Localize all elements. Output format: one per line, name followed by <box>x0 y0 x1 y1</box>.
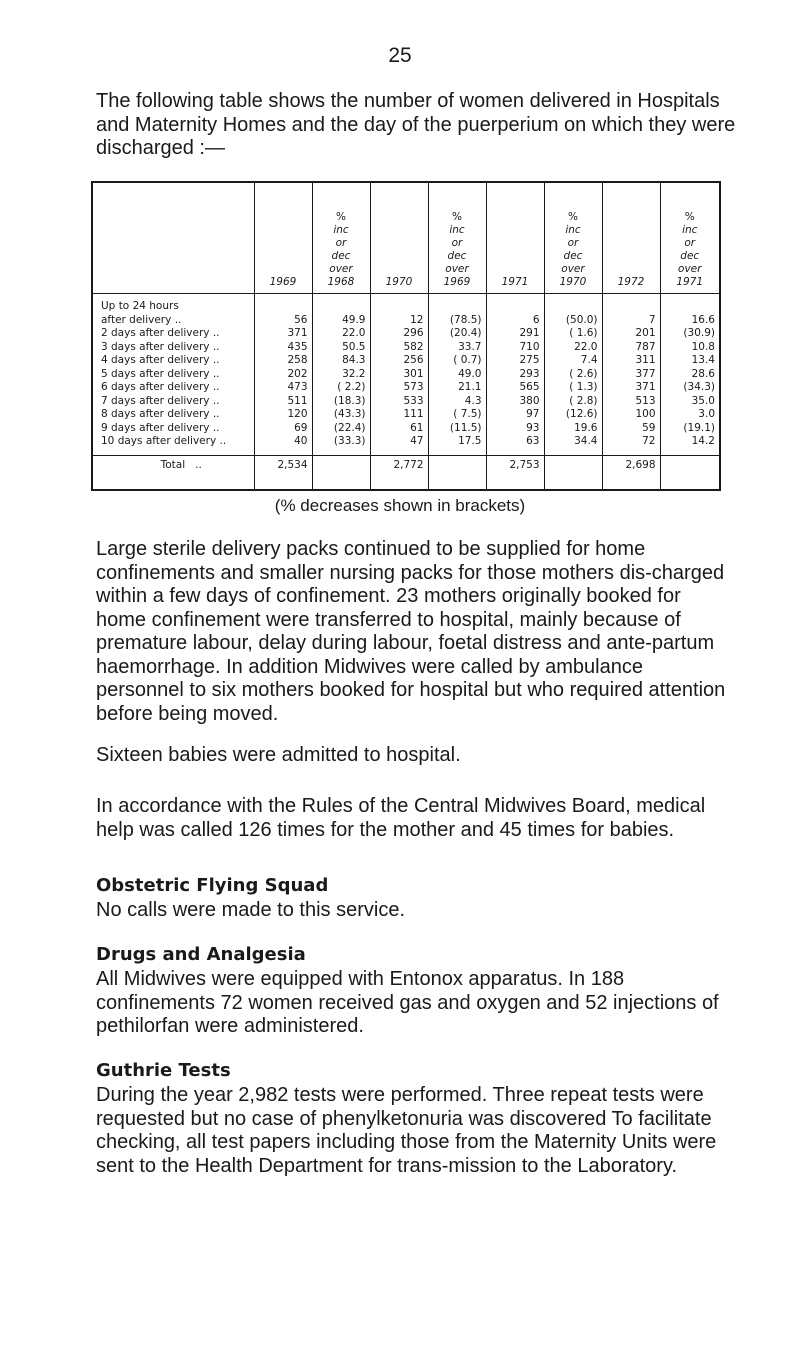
row-value: 275 <box>486 354 544 368</box>
row-value: 69 <box>254 422 312 436</box>
table-row <box>92 381 720 395</box>
row-value: 511 <box>254 395 312 409</box>
row-value: ( 2.6) <box>544 368 602 382</box>
row-label: 6 days after delivery .. <box>101 381 220 393</box>
row-label: 2 days after delivery .. <box>101 327 220 339</box>
paragraph-babies-admitted: Sixteen babies were admitted to hospital. <box>96 744 461 766</box>
row-value: 93 <box>486 422 544 436</box>
row-value: 7.4 <box>544 354 602 368</box>
row-value: (34.3) <box>660 381 720 395</box>
row-value: 17.5 <box>428 435 486 449</box>
row-value: 10.8 <box>660 341 720 355</box>
heading-drugs-analgesia: Drugs and Analgesia <box>96 944 306 965</box>
row-label: 3 days after delivery .. <box>101 340 220 353</box>
row-value: 201 <box>602 327 660 341</box>
row-value: 301 <box>370 368 428 382</box>
total-value <box>428 455 486 490</box>
row-value: 371 <box>602 381 660 395</box>
row-value: 22.0 <box>544 341 602 355</box>
row-value: 19.6 <box>544 422 602 436</box>
row-value: 202 <box>254 368 312 382</box>
table-caption: (% decreases shown in brackets) <box>274 496 526 515</box>
row-value: 61 <box>370 422 428 436</box>
row-value: 13.4 <box>660 354 720 368</box>
total-value: 2,772 <box>370 455 428 490</box>
row-value: (20.4) <box>428 327 486 341</box>
table-row <box>92 395 720 409</box>
total-value <box>660 455 720 490</box>
row-value: 513 <box>602 395 660 409</box>
row-value: 16.6 <box>660 314 720 328</box>
total-value: 2,698 <box>602 455 660 490</box>
total-value <box>312 455 370 490</box>
table-row <box>92 408 720 422</box>
row-value: (43.3) <box>312 408 370 422</box>
heading-flying-squad: Obstetric Flying Squad <box>96 875 329 896</box>
row-value: 32.2 <box>312 368 370 382</box>
header-blank <box>92 182 254 294</box>
header-year: 1969 <box>254 182 312 294</box>
table-row <box>92 300 720 314</box>
table-header <box>92 182 720 294</box>
header-year: 1972 <box>602 182 660 294</box>
row-value: 28.6 <box>660 368 720 382</box>
row-value: 21.1 <box>428 381 486 395</box>
row-value: 435 <box>254 341 312 355</box>
row-value: 47 <box>370 435 428 449</box>
row-label: Up to 24 hours <box>101 300 179 312</box>
paragraph-guthrie-tests: During the year 2,982 tests were performed. Three repeat tests were requested but no case of phenylketonuria was discovered To facilitate checking, all test papers including those from the Maternity Units were sent to the Health Department for trans-mission to the Laboratory. <box>96 1084 717 1177</box>
header-pct-change: % inc or dec over 1968 <box>312 182 370 294</box>
row-value: 7 <box>602 314 660 328</box>
row-value: 49.9 <box>312 314 370 328</box>
row-value: 111 <box>370 408 428 422</box>
row-value: (22.4) <box>312 422 370 436</box>
row-value: 22.0 <box>312 327 370 341</box>
row-value: (33.3) <box>312 435 370 449</box>
row-value: 473 <box>254 381 312 395</box>
header-pct-change: % inc or dec over 1971 <box>660 182 720 294</box>
row-value: 291 <box>486 327 544 341</box>
table-footer <box>92 455 720 490</box>
table-row <box>92 422 720 436</box>
row-value: (11.5) <box>428 422 486 436</box>
row-value: 311 <box>602 354 660 368</box>
intro-paragraph: The following table shows the number of women delivered in Hospitals and Maternity Homes and the day of the puerperium on which they were discharged :— <box>96 90 736 159</box>
row-value: 582 <box>370 341 428 355</box>
row-value: 63 <box>486 435 544 449</box>
row-value: 59 <box>602 422 660 436</box>
row-value: 371 <box>254 327 312 341</box>
table-row <box>92 341 720 355</box>
row-value: 256 <box>370 354 428 368</box>
row-value: (50.0) <box>544 314 602 328</box>
header-year: 1970 <box>370 182 428 294</box>
row-value: 14.2 <box>660 435 720 449</box>
row-value: (78.5) <box>428 314 486 328</box>
row-value: ( 0.7) <box>428 354 486 368</box>
row-value: 12 <box>370 314 428 328</box>
table-row <box>92 327 720 341</box>
header-pct-change: % inc or dec over 1970 <box>544 182 602 294</box>
row-label: after delivery .. <box>101 313 182 326</box>
table-row <box>92 435 720 449</box>
row-label: 5 days after delivery .. <box>101 367 220 380</box>
total-value: 2,534 <box>254 455 312 490</box>
row-value: 380 <box>486 395 544 409</box>
row-value: 293 <box>486 368 544 382</box>
row-value: 56 <box>254 314 312 328</box>
row-value: (19.1) <box>660 422 720 436</box>
page-number: 25 <box>388 44 412 67</box>
row-value: ( 1.3) <box>544 381 602 395</box>
row-value: 3.0 <box>660 408 720 422</box>
heading-guthrie-tests: Guthrie Tests <box>96 1060 231 1081</box>
row-value: 84.3 <box>312 354 370 368</box>
row-value: 97 <box>486 408 544 422</box>
row-value: ( 7.5) <box>428 408 486 422</box>
table-body <box>92 294 720 456</box>
row-value: (18.3) <box>312 395 370 409</box>
row-value: 34.4 <box>544 435 602 449</box>
row-value: 377 <box>602 368 660 382</box>
row-label: 10 days after delivery .. <box>101 435 227 447</box>
table-row <box>92 368 720 382</box>
row-value: 710 <box>486 341 544 355</box>
row-value: 787 <box>602 341 660 355</box>
row-label: 8 days after delivery .. <box>101 408 220 420</box>
row-label: 4 days after delivery .. <box>101 354 220 366</box>
paragraph-flying-squad: No calls were made to this service. <box>96 899 406 921</box>
row-value: 533 <box>370 395 428 409</box>
row-value: 296 <box>370 327 428 341</box>
table-row <box>92 314 720 328</box>
row-value: 4.3 <box>428 395 486 409</box>
row-value: ( 2.2) <box>312 381 370 395</box>
row-value: 49.0 <box>428 368 486 382</box>
row-value: (12.6) <box>544 408 602 422</box>
total-value <box>544 455 602 490</box>
discharge-table <box>91 181 721 491</box>
total-label: Total .. <box>92 455 254 490</box>
paragraph-medical-help: In accordance with the Rules of the Central Midwives Board, medical help was called 126 times for the mother and 45 times for babies. <box>96 795 706 841</box>
header-pct-change: % inc or dec over 1969 <box>428 182 486 294</box>
header-year: 1971 <box>486 182 544 294</box>
row-value: 565 <box>486 381 544 395</box>
row-value: (30.9) <box>660 327 720 341</box>
paragraph-drugs-analgesia: All Midwives were equipped with Entonox apparatus. In 188 confinements 72 women received gas and oxygen and 52 injections of pethilorfan were administered. <box>96 968 719 1037</box>
row-value: 120 <box>254 408 312 422</box>
row-value: 35.0 <box>660 395 720 409</box>
total-value: 2,753 <box>486 455 544 490</box>
discharge-table-container <box>91 181 719 491</box>
row-value: 573 <box>370 381 428 395</box>
table-row <box>92 354 720 368</box>
row-value: 258 <box>254 354 312 368</box>
total-row <box>92 455 720 490</box>
row-value: 72 <box>602 435 660 449</box>
row-value: 33.7 <box>428 341 486 355</box>
row-label: 9 days after delivery .. <box>101 421 220 434</box>
row-value: 100 <box>602 408 660 422</box>
paragraph-delivery-packs: Large sterile delivery packs continued to be supplied for home confinements and smaller nursing packs for those mothers dis-charged within a few days of confinement. 23 mothers originally booked for home confinement were transferred to hospital, mainly because of premature labour, delay during labour, foetal distress and ante-partum haemorrhage. In addition Midwives were called by ambulance personnel to six mothers booked for hospital but who required attention before being moved. <box>96 538 726 725</box>
row-value: 6 <box>486 314 544 328</box>
row-value: 40 <box>254 435 312 449</box>
row-value: ( 1.6) <box>544 327 602 341</box>
row-value: 50.5 <box>312 341 370 355</box>
row-label: 7 days after delivery .. <box>101 394 220 407</box>
row-value: ( 2.8) <box>544 395 602 409</box>
